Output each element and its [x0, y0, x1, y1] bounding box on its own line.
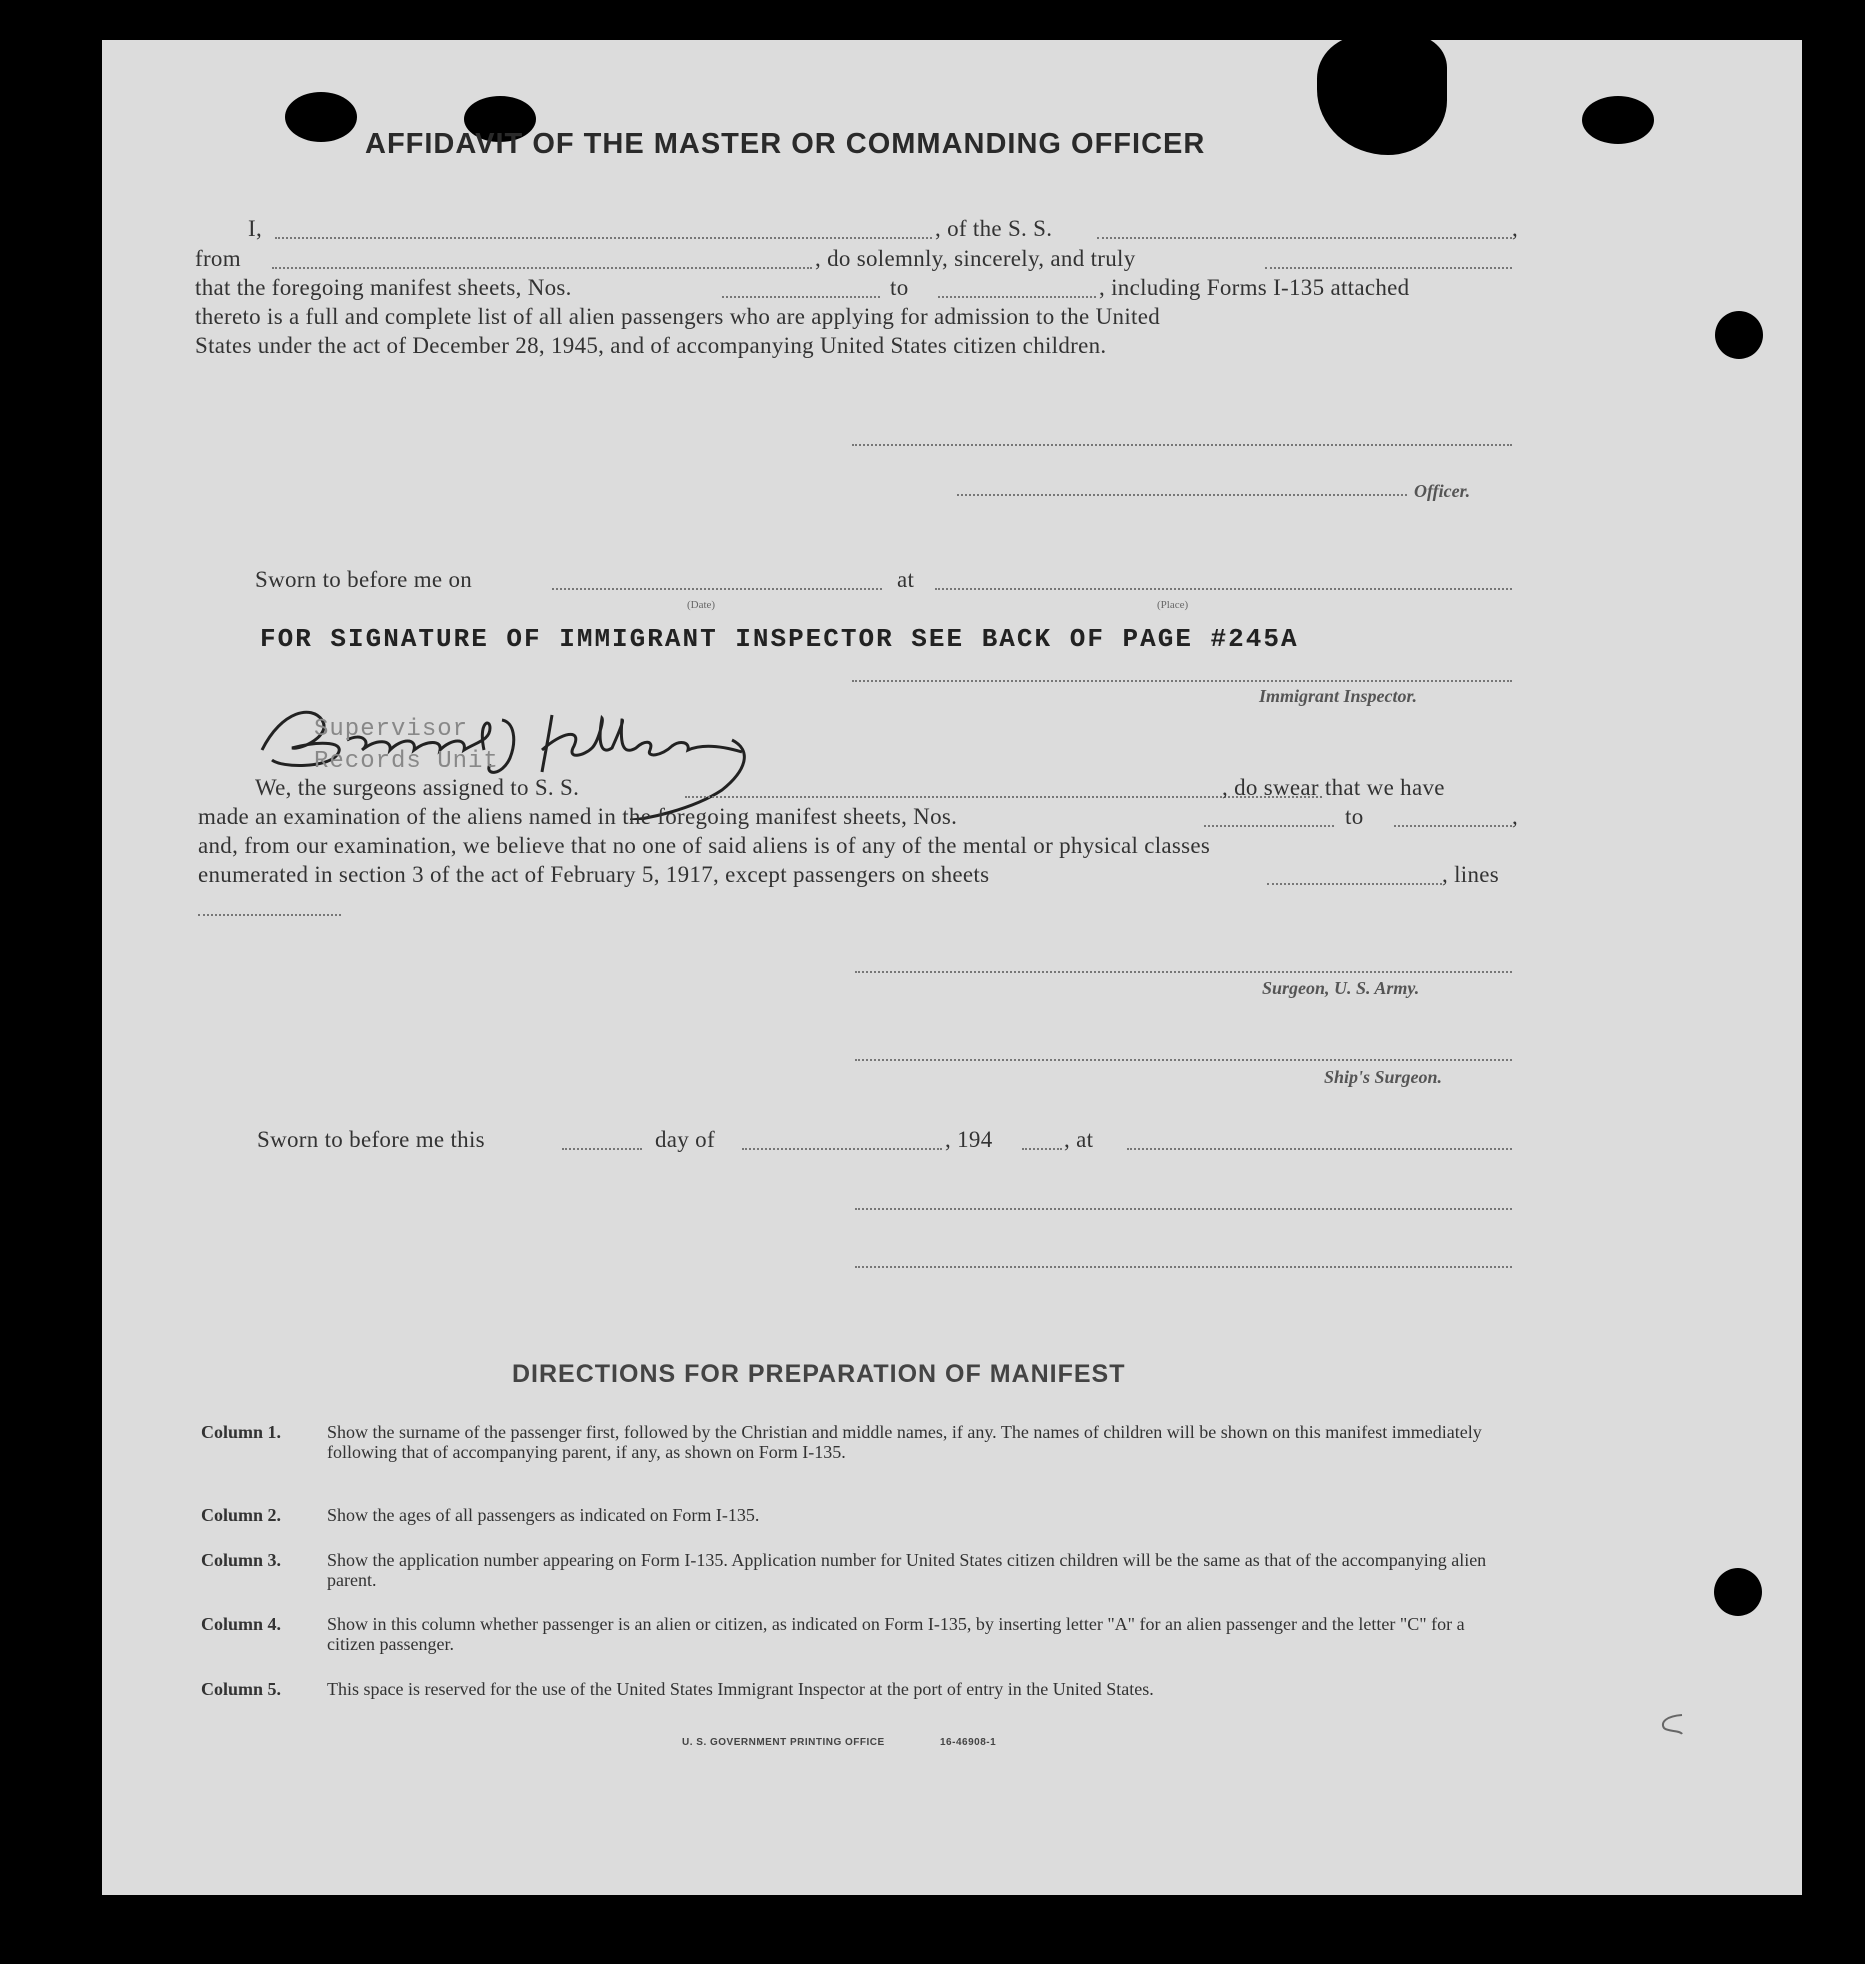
official-signature-line-2[interactable] — [855, 1266, 1512, 1268]
column-1-text: Show the surname of the passenger first, followed by the Christian and middle names, if any. The names of children will be shown on this manifest immediately following that of accompanying parent, if any, as shown on Form I-135. — [327, 1422, 1482, 1462]
surgeons-sheets-from[interactable] — [1204, 825, 1334, 827]
date-caption: (Date) — [687, 599, 716, 611]
punch-hole-right-lower — [1714, 1568, 1762, 1616]
sworn2-b: day of — [655, 1127, 715, 1152]
exception-sheets-field[interactable] — [1267, 883, 1442, 885]
sworn1-a: Sworn to before me on — [255, 567, 473, 592]
sworn2-place-field[interactable] — [1127, 1148, 1512, 1150]
surgeons-l2-b: to — [1345, 804, 1364, 829]
stamp-line-1: Supervisor — [314, 716, 469, 743]
master-l3-a: that the foregoing manifest sheets, Nos. — [195, 275, 572, 300]
column-2-text: Show the ages of all passengers as indicated on Form I-135. — [327, 1505, 760, 1525]
master-l2-a: from — [195, 246, 241, 271]
punch-hole-top-right — [1582, 96, 1654, 144]
ship-name-field[interactable] — [1097, 237, 1512, 239]
sworn2-d: , at — [1064, 1127, 1094, 1152]
sworn1-b: at — [897, 567, 915, 592]
column-4-label: Column 4. — [201, 1614, 282, 1634]
officer-caption: Officer. — [1414, 481, 1471, 501]
army-surgeon-signature-line[interactable] — [855, 971, 1512, 973]
ship-surgeon-caption: Ship's Surgeon. — [1324, 1067, 1443, 1087]
exception-lines-field[interactable] — [198, 914, 341, 916]
typed-inspector-note: FOR SIGNATURE OF IMMIGRANT INSPECTOR SEE BACK OF PAGE #245A — [260, 624, 1299, 654]
ship-surgeon-signature-line[interactable] — [855, 1059, 1512, 1061]
directions-heading: DIRECTIONS FOR PREPARATION OF MANIFEST — [512, 1360, 1126, 1388]
sworn2-month-field[interactable] — [742, 1148, 942, 1150]
army-surgeon-caption: Surgeon, U. S. Army. — [1262, 978, 1420, 998]
pencil-mark — [1652, 1710, 1692, 1740]
inspector-signature-line[interactable] — [852, 680, 1512, 682]
sworn2-c: , 194 — [945, 1127, 993, 1152]
surgeons-l2-a: made an examination of the aliens named in the foregoing manifest sheets, Nos. — [198, 804, 958, 829]
column-2-label: Column 2. — [201, 1505, 282, 1525]
column-5-label: Column 5. — [201, 1679, 282, 1699]
form-code: 16-46908-1 — [940, 1737, 997, 1748]
master-l3-c: , including Forms I-135 attached — [1099, 275, 1410, 300]
punch-hole-right-upper — [1715, 311, 1763, 359]
sheets-to-field[interactable] — [938, 296, 1096, 298]
from-port-field[interactable] — [272, 267, 812, 269]
sworn2-a: Sworn to before me this — [257, 1127, 485, 1152]
document-page — [102, 40, 1802, 1895]
sheets-from-field[interactable] — [722, 296, 880, 298]
column-3-text: Show the application number appearing on Form I-135. Application number for United States citizen children will be the same as that of the accompanying alien parent. — [327, 1550, 1487, 1590]
stamp-line-2: Records Unit — [314, 748, 499, 775]
declaration-field[interactable] — [1265, 267, 1512, 269]
inspector-caption: Immigrant Inspector. — [1259, 686, 1418, 706]
master-l1-a: I, — [248, 216, 263, 241]
master-l2-b: , do solemnly, sincerely, and truly — [815, 246, 1136, 271]
surgeons-l2-c: , — [1512, 804, 1519, 829]
place-caption: (Place) — [1157, 599, 1189, 611]
form-title: AFFIDAVIT OF THE MASTER OR COMMANDING OFFICER — [365, 128, 1206, 160]
master-name-field[interactable] — [275, 237, 932, 239]
column-5-text: This space is reserved for the use of the United States Immigrant Inspector at the port of entry in the United States. — [327, 1679, 1154, 1699]
column-4-text: Show in this column whether passenger is an alien or citizen, as indicated on Form I-135, by inserting letter "A" for an alien passenger and the letter "C" for a citizen passenger. — [327, 1614, 1465, 1654]
torn-edge-top — [1317, 40, 1447, 155]
master-l3-b: to — [890, 275, 909, 300]
master-l4: thereto is a full and complete list of all alien passengers who are applying for admission to the United — [195, 304, 1161, 329]
surgeons-l3: and, from our examination, we believe that no one of said aliens is of any of the mental or physical classes — [198, 833, 1211, 858]
sworn2-year-field[interactable] — [1022, 1148, 1062, 1150]
officer-signature-line-2[interactable] — [957, 494, 1407, 496]
surgeons-l4-b: , lines — [1442, 862, 1500, 887]
sworn1-place-field[interactable] — [935, 588, 1512, 590]
sworn1-date-field[interactable] — [552, 588, 882, 590]
printer-imprint: U. S. GOVERNMENT PRINTING OFFICE — [682, 1737, 885, 1748]
surgeons-sheets-to[interactable] — [1394, 825, 1512, 827]
surgeons-l1-a: We, the surgeons assigned to S. S. — [255, 775, 580, 800]
surgeons-l4-a: enumerated in section 3 of the act of February 5, 1917, except passengers on sheets — [198, 862, 990, 887]
punch-hole-top-left — [285, 92, 357, 142]
official-signature-line-1[interactable] — [855, 1208, 1512, 1210]
surgeons-l1-b: , do swear that we have — [1222, 775, 1445, 800]
sworn2-day-field[interactable] — [562, 1148, 642, 1150]
master-l5: States under the act of December 28, 1945, and of accompanying United States citizen children. — [195, 333, 1107, 358]
master-l1-b: , of the S. S. — [935, 216, 1053, 241]
officer-signature-line-1[interactable] — [852, 444, 1512, 446]
master-l1-c: , — [1512, 216, 1519, 241]
column-1-label: Column 1. — [201, 1422, 282, 1442]
column-3-label: Column 3. — [201, 1550, 282, 1570]
